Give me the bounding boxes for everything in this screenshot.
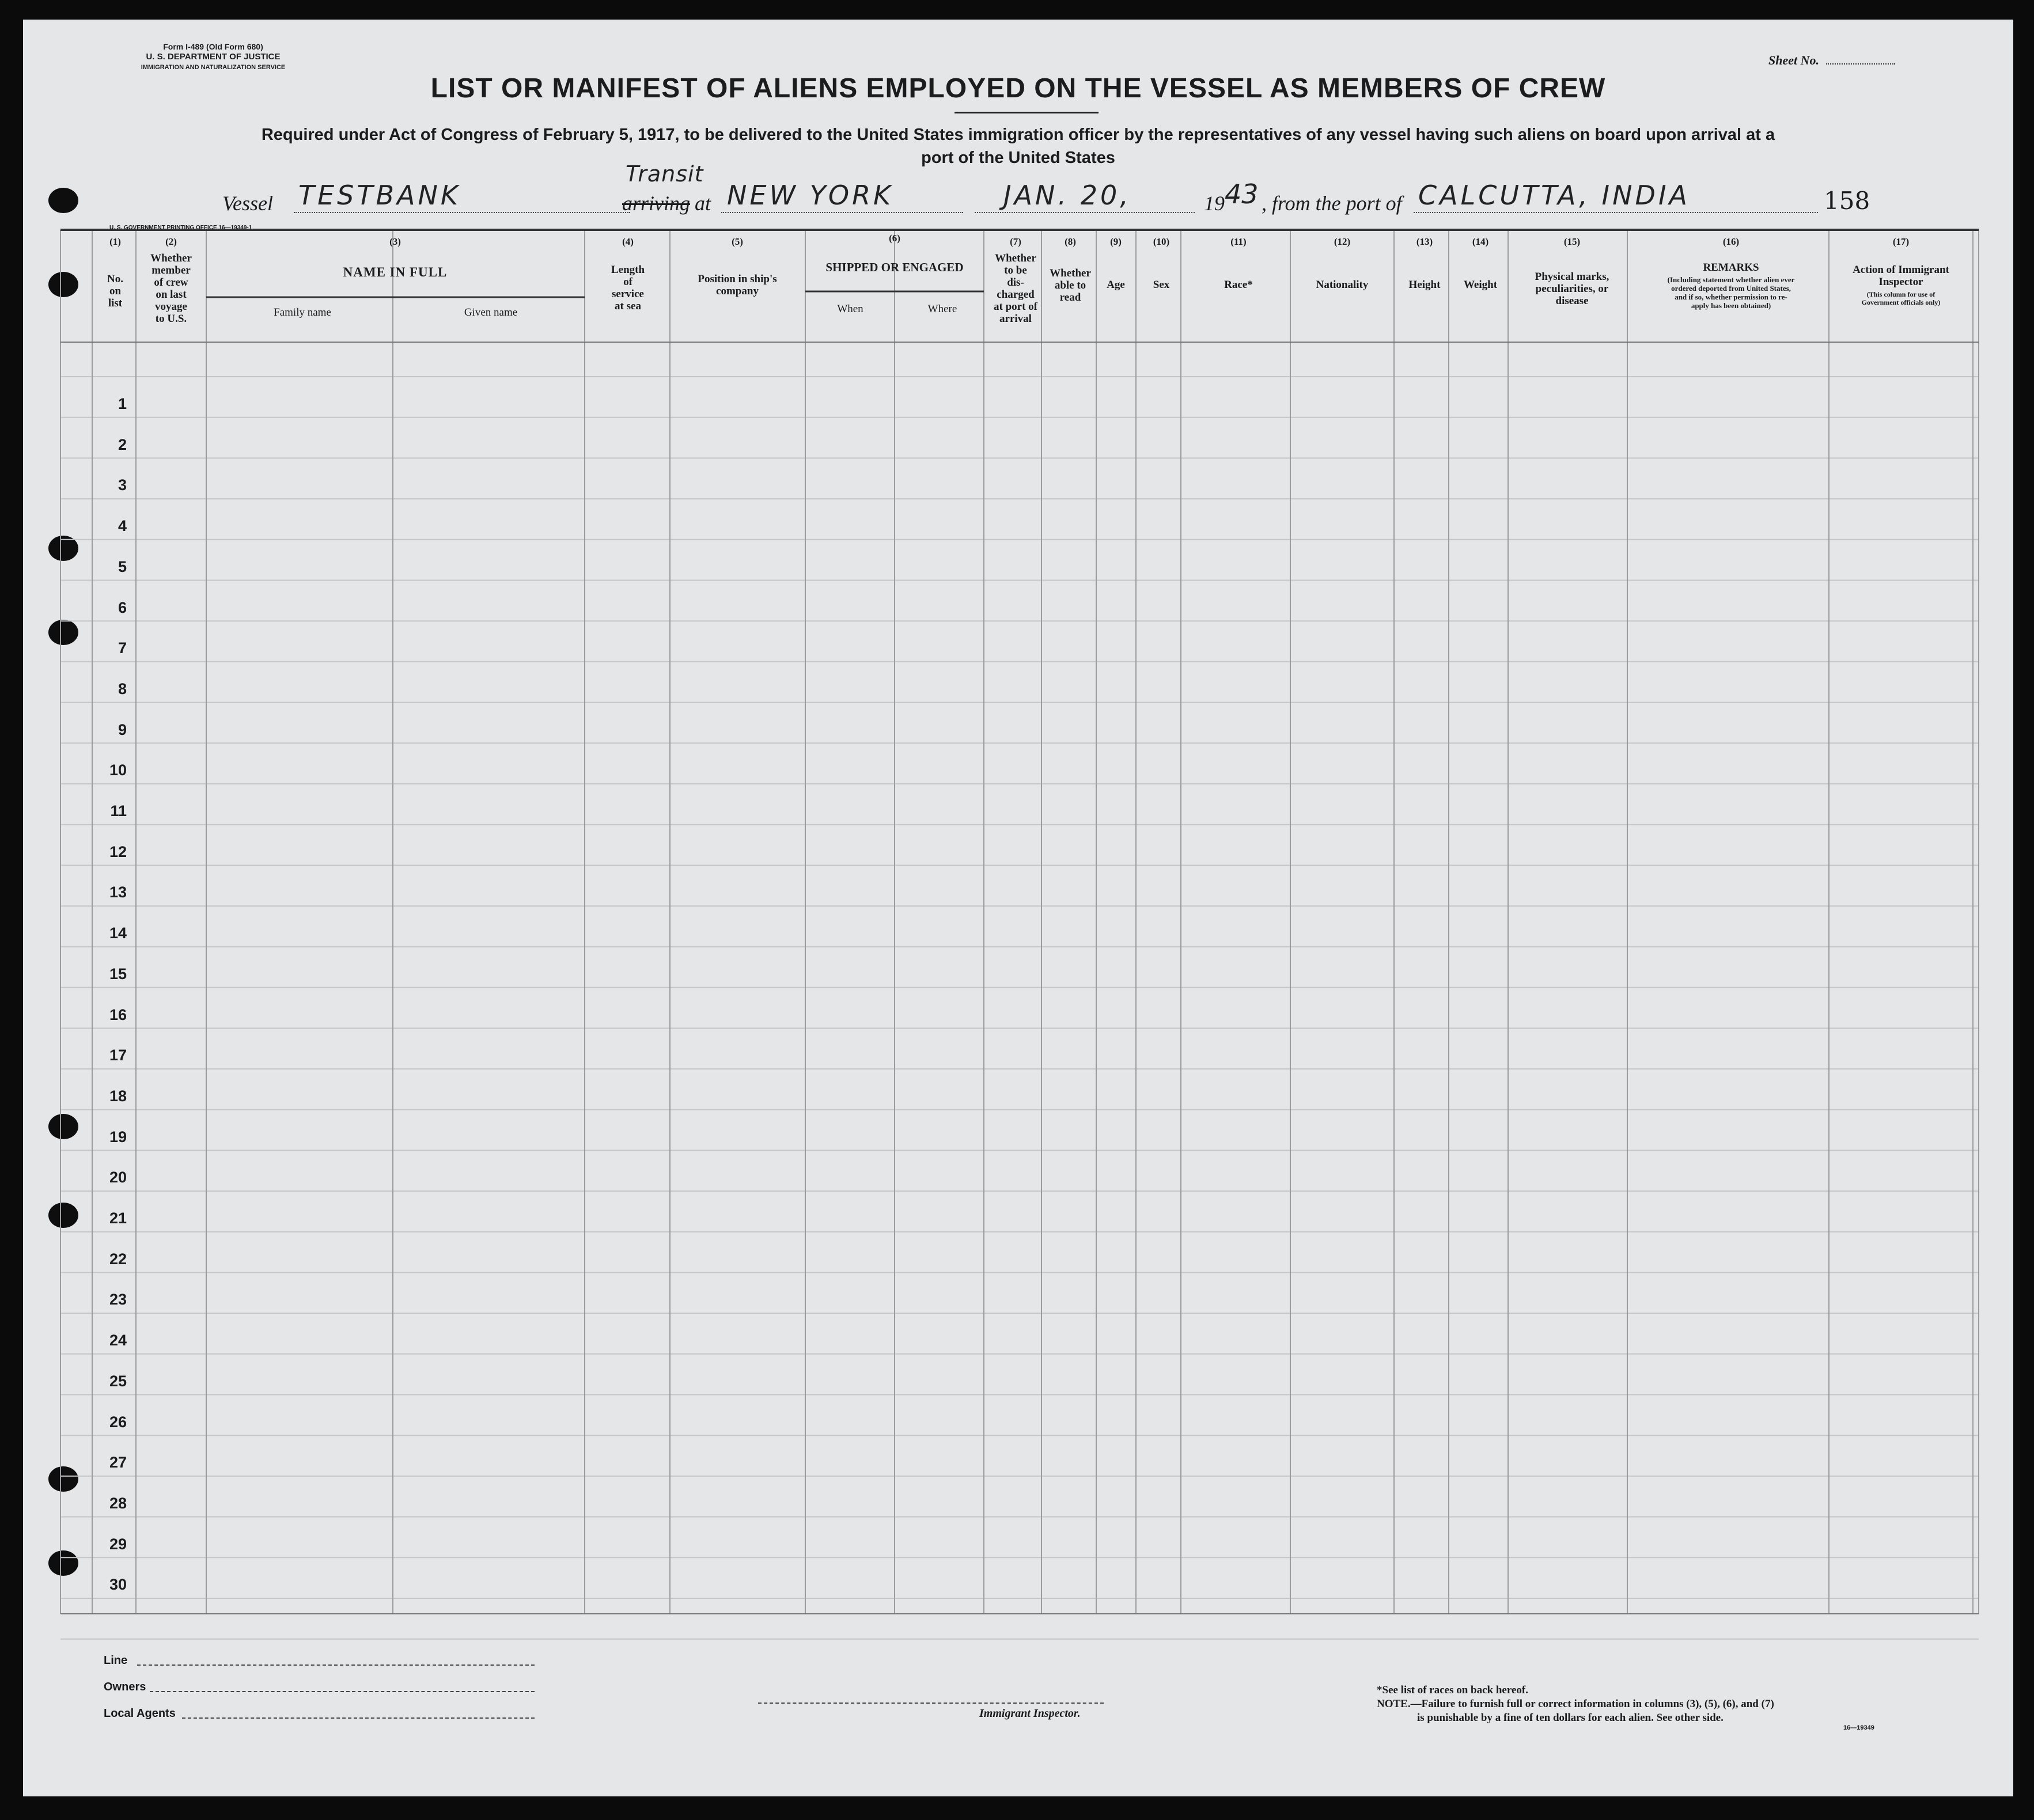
penalty-note-2: is punishable by a fine of ten dollars for each alien. See other side. [1417, 1712, 1724, 1724]
arrival-date: JAN. 20, [1003, 180, 1131, 211]
departure-port: CALCUTTA, INDIA [1418, 180, 1690, 211]
form-code: 16—19349 [1843, 1724, 1874, 1731]
row-number: 27 [109, 1454, 127, 1472]
subtitle-line1: Required under Act of Congress of February 5, 1917, to be delivered to the United States immigration officer by the representatives of any vessel having such aliens on board upon arrival at a [261, 126, 1775, 144]
col-17-header: Action of Immigrant Inspector [1853, 264, 1949, 288]
row-number: 23 [109, 1291, 127, 1309]
row-number: 12 [109, 843, 127, 860]
row-number: 20 [109, 1169, 127, 1186]
row-number: 28 [109, 1494, 127, 1512]
col-3-header: NAME IN FULL [343, 265, 448, 279]
col-11-header: Race* [1224, 279, 1253, 291]
col-15-num: (15) [1563, 236, 1581, 247]
row-number: 18 [109, 1087, 127, 1105]
row-number: 13 [109, 884, 127, 901]
row-number: 10 [109, 761, 127, 779]
col-8-num: (8) [1065, 236, 1076, 247]
manifest-sheet [23, 20, 2013, 1796]
col-5-header: Position in ship's company [698, 273, 777, 297]
remarks-note: (Including statement whether alien ever ordered deported from United States, and if so, whether permission to re- apply has been obtained) [1667, 275, 1795, 310]
where-header: Where [927, 303, 957, 315]
col-11-num: (11) [1230, 236, 1247, 247]
local-agents-label: Local Agents [104, 1707, 176, 1720]
col-9-header: Age [1107, 279, 1125, 291]
row-number: 8 [118, 680, 127, 697]
col-3-num: (3) [389, 236, 401, 247]
row-number: 29 [109, 1535, 127, 1553]
col-16-header: REMARKS [1703, 261, 1759, 274]
immigrant-inspector-label: Immigrant Inspector. [979, 1707, 1081, 1720]
col-16-num: (16) [1722, 236, 1740, 247]
subtitle-line2: port of the United States [921, 149, 1115, 167]
page-title: LIST OR MANIFEST OF ALIENS EMPLOYED ON THE VESSEL AS MEMBERS OF CREW [430, 73, 1606, 104]
row-number: 3 [118, 476, 127, 494]
row-number: 11 [110, 802, 127, 820]
row-number: 17 [109, 1046, 127, 1064]
col-10-num: (10) [1153, 236, 1170, 247]
col-2-num: (2) [165, 236, 177, 247]
row-number: 19 [109, 1128, 127, 1146]
col-14-num: (14) [1472, 236, 1489, 247]
col-15-header: Physical marks, peculiarities, or disease [1535, 271, 1609, 307]
form-number: Form I-489 (Old Form 680) [163, 42, 263, 51]
printer-note: U. S. GOVERNMENT PRINTING OFFICE 16—19349-1 [109, 225, 252, 231]
col-7-header: Whether to be dis- charged at port of arrival [994, 252, 1037, 325]
col-5-num: (5) [732, 236, 743, 247]
vessel-label: Vessel [222, 192, 273, 215]
row-number: 24 [109, 1332, 127, 1349]
department-name: U. S. DEPARTMENT OF JUSTICE [146, 52, 281, 62]
row-number: 4 [118, 517, 127, 535]
col-4-num: (4) [622, 236, 634, 247]
row-number: 21 [109, 1209, 127, 1227]
col-14-header: Weight [1463, 279, 1498, 291]
col-10-header: Sex [1153, 279, 1170, 291]
sheet-number-label: Sheet No. [1768, 53, 1819, 67]
row-number: 22 [109, 1250, 127, 1268]
arrival-port: NEW YORK [727, 180, 894, 211]
col-6-num: (6) [889, 233, 900, 244]
row-number: 7 [118, 639, 127, 657]
row-number: 1 [118, 395, 127, 412]
row-number: 16 [109, 1006, 127, 1023]
service-name: IMMIGRATION AND NATURALIZATION SERVICE [141, 64, 286, 71]
row-number: 15 [109, 965, 127, 983]
col-2-header: Whether member of crew on last voyage to U.S. [150, 252, 192, 325]
col-1-header: No. on list [107, 273, 123, 309]
row-number: 14 [109, 924, 127, 942]
col-13-header: Height [1408, 279, 1441, 291]
when-header: When [837, 303, 863, 315]
inspector-note: (This column for use of Government officials only) [1861, 290, 1941, 306]
at-label: at [695, 192, 711, 215]
row-number: 9 [118, 721, 127, 738]
col-8-header: Whether able to read [1050, 267, 1091, 304]
line-label: Line [104, 1654, 128, 1667]
col-6-header: SHIPPED OR ENGAGED [825, 260, 964, 274]
transit-handwritten: Transit [626, 161, 704, 187]
col-12-num: (12) [1334, 236, 1351, 247]
vessel-name: TESTBANK [298, 180, 461, 211]
col-12-header: Nationality [1316, 279, 1369, 291]
col-7-num: (7) [1010, 236, 1021, 247]
given-name-header: Given name [464, 306, 518, 318]
col-9-num: (9) [1110, 236, 1122, 247]
races-note: *See list of races on back hereof. [1377, 1684, 1528, 1696]
family-name-header: Family name [274, 306, 331, 318]
col-17-num: (17) [1892, 236, 1910, 247]
col-13-num: (13) [1416, 236, 1433, 247]
year-value: 43 [1225, 179, 1259, 210]
penalty-note-1: NOTE.—Failure to furnish full or correct information in columns (3), (5), (6), and (7) [1377, 1698, 1774, 1710]
row-number: 6 [118, 598, 127, 616]
row-number: 25 [109, 1372, 127, 1390]
arriving-label: arriving [622, 192, 691, 215]
row-number: 5 [118, 558, 127, 575]
col-1-num: (1) [109, 236, 121, 247]
row-number: 26 [109, 1413, 127, 1431]
from-port-label: , from the port of [1262, 192, 1402, 215]
owners-label: Owners [104, 1681, 146, 1693]
row-number: 2 [118, 435, 127, 453]
row-number: 30 [109, 1576, 127, 1594]
year-prefix: 19 [1204, 192, 1225, 215]
col-4-header: Length of service at sea [611, 264, 645, 312]
sheet-stamp: 158 [1824, 187, 1870, 215]
